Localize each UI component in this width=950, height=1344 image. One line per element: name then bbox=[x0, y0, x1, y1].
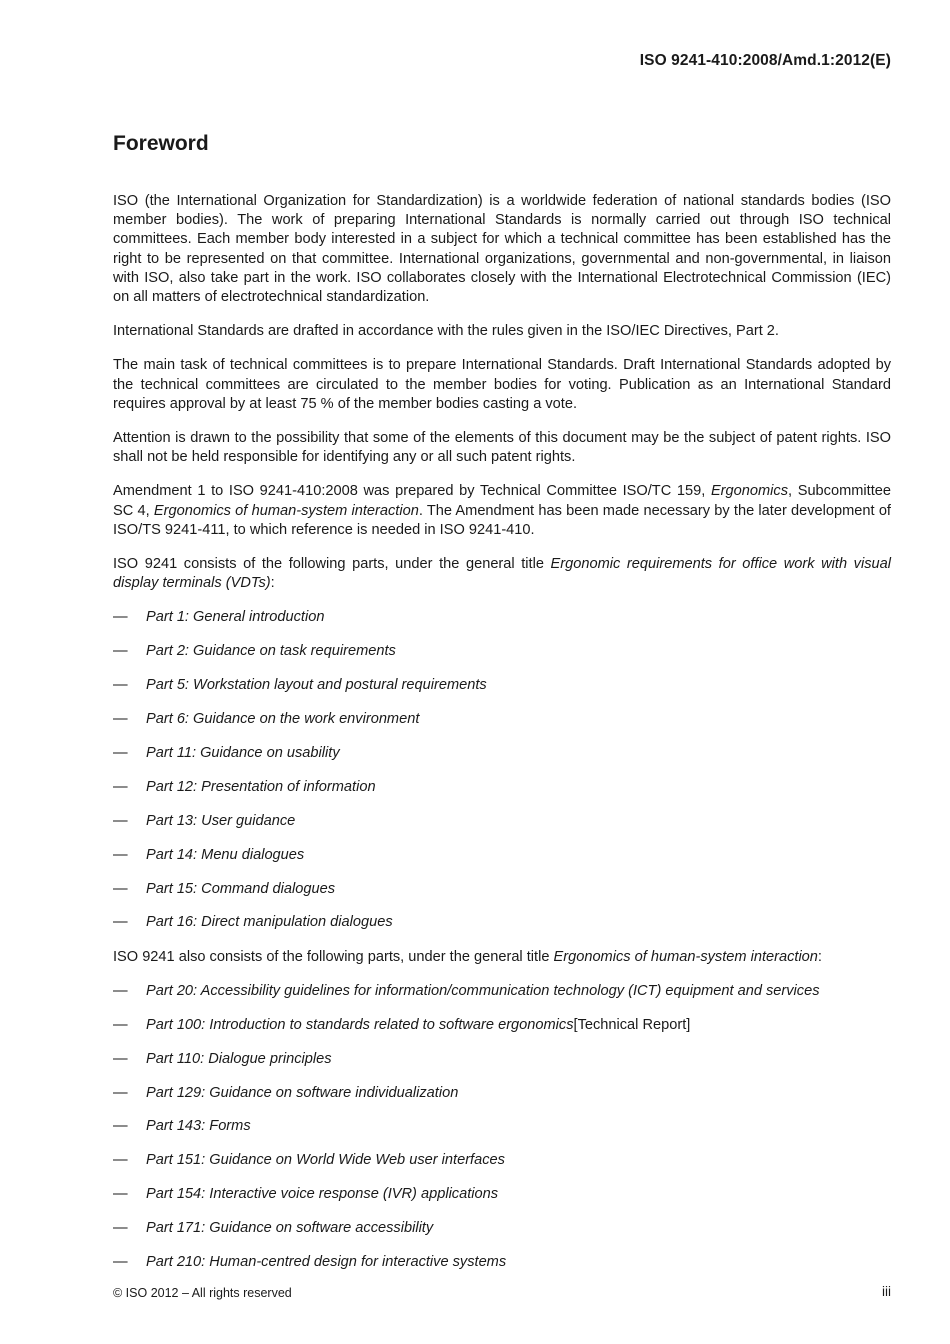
list-item-title: Part 12: Presentation of information bbox=[146, 778, 376, 795]
parts-intro-1-general-title: Ergonomic requirements for office work with visual display terminals (VDTs) bbox=[113, 556, 891, 592]
parts-list-hsi bbox=[113, 982, 891, 1272]
page-title: Foreword bbox=[113, 132, 209, 155]
copyright-footer: © ISO 2012 – All rights reserved bbox=[113, 1286, 292, 1300]
list-dash: — bbox=[113, 1254, 128, 1270]
list-item-title: Part 110: Dialogue principles bbox=[146, 1050, 332, 1067]
list-item bbox=[113, 1253, 891, 1272]
list-dash: — bbox=[113, 745, 128, 762]
amendment-committee-title: Ergonomics bbox=[710, 483, 789, 500]
list-item bbox=[113, 608, 891, 627]
list-item-title: Part 6: Guidance on the work environment bbox=[146, 711, 420, 728]
list-item bbox=[113, 1117, 891, 1136]
list-item bbox=[113, 642, 891, 661]
page-number: iii bbox=[882, 1284, 891, 1299]
list-item bbox=[113, 1050, 891, 1069]
list-item bbox=[113, 1016, 891, 1035]
amendment-text-c: , Subcommittee SC 4, bbox=[113, 483, 891, 519]
list-dash: — bbox=[113, 1050, 128, 1067]
paragraph-amendment bbox=[113, 482, 891, 540]
paragraph-technical-committees: The main task of technical committees is to prepare International Standards. Draft International Standards adopted by the technical committees are circulated to the member bodies for voting. Publication as an International Standard requires approval by at least 75 % of the member bodies casting a vote. bbox=[113, 357, 891, 412]
list-dash: — bbox=[113, 677, 128, 694]
list-item-title: Part 171: Guidance on software accessibility bbox=[146, 1220, 434, 1237]
paragraph-parts-intro-2 bbox=[113, 948, 891, 967]
list-item-title: Part 143: Forms bbox=[146, 1118, 251, 1135]
list-dash: — bbox=[113, 711, 128, 728]
list-item-title: Part 100: Introduction to standards related to software ergonomics bbox=[146, 1016, 574, 1033]
list-item bbox=[113, 846, 891, 865]
paragraph-directives: International Standards are drafted in accordance with the rules given in the ISO/IEC Directives, Part 2. bbox=[113, 323, 779, 340]
list-item bbox=[113, 1219, 891, 1238]
list-item bbox=[113, 1084, 891, 1103]
list-item bbox=[113, 1151, 891, 1170]
paragraph-iso-intro: ISO (the International Organization for Standardization) is a worldwide federation of national standards bodies (ISO member bodies). The work of preparing International Standards is normally carried out through ISO technical committees. Each member body interested in a subject for which a technical committee has been established has the right to be represented on that committee. International organizations, governmental and non-governmental, in liaison with ISO, also take part in the work. ISO collaborates closely with the International Electrotechnical Commission (IEC) on all matters of electrotechnical standardization. bbox=[113, 193, 891, 306]
list-item bbox=[113, 676, 891, 695]
list-item bbox=[113, 880, 891, 899]
list-item-title: Part 1: General introduction bbox=[146, 609, 325, 626]
list-item-title: Part 210: Human-centred design for interactive systems bbox=[146, 1254, 507, 1270]
list-dash: — bbox=[113, 1084, 128, 1101]
list-item-title: Part 15: Command dialogues bbox=[146, 880, 336, 897]
list-dash: — bbox=[113, 1220, 128, 1237]
list-item-title: Part 154: Interactive voice response (IVR) applications bbox=[146, 1186, 499, 1203]
list-dash: — bbox=[113, 1016, 128, 1033]
list-item-suffix: [Technical Report] bbox=[573, 1016, 691, 1033]
list-item-title: Part 11: Guidance on usability bbox=[146, 745, 340, 762]
parts-list-vdt bbox=[113, 608, 891, 932]
list-dash: — bbox=[113, 846, 128, 863]
document-id-header: ISO 9241-410:2008/Amd.1:2012(E) bbox=[639, 52, 891, 69]
list-item-title: Part 14: Menu dialogues bbox=[146, 846, 305, 863]
parts-intro-1-text: ISO 9241 consists of the following parts, under the general title bbox=[113, 556, 551, 573]
parts-intro-2-colon: : bbox=[817, 948, 822, 965]
list-item-title: Part 20: Accessibility guidelines for information/communication technology (ICT) equipment and services bbox=[146, 982, 820, 999]
list-item-title: Part 129: Guidance on software individualization bbox=[146, 1084, 459, 1101]
list-item-title: Part 16: Direct manipulation dialogues bbox=[146, 914, 393, 931]
list-dash: — bbox=[113, 880, 128, 897]
paragraph-parts-intro-1 bbox=[113, 555, 891, 593]
list-dash: — bbox=[113, 643, 128, 660]
amendment-text-e: . The Amendment has been made necessary by the later development of ISO/TS 9241-411, to which reference is needed in ISO 9241-410. bbox=[113, 502, 891, 538]
amendment-text-a: Amendment 1 to ISO 9241-410:2008 was prepared by Technical Committee ISO/TC 159, bbox=[113, 483, 711, 500]
list-item-title: Part 13: User guidance bbox=[146, 812, 296, 829]
list-item-title: Part 151: Guidance on World Wide Web user interfaces bbox=[146, 1152, 505, 1169]
list-dash: — bbox=[113, 914, 128, 931]
list-item bbox=[113, 913, 891, 932]
parts-intro-1-colon: : bbox=[270, 575, 275, 592]
list-dash: — bbox=[113, 609, 128, 626]
list-dash: — bbox=[113, 812, 128, 829]
foreword-section bbox=[113, 130, 891, 1287]
list-item bbox=[113, 710, 891, 729]
list-item bbox=[113, 1185, 891, 1204]
list-item-title: Part 5: Workstation layout and postural requirements bbox=[146, 677, 487, 694]
parts-intro-2-general-title: Ergonomics of human-system interaction bbox=[553, 948, 818, 965]
amendment-subcommittee-title: Ergonomics of human-system interaction bbox=[153, 502, 419, 519]
list-dash: — bbox=[113, 982, 128, 999]
list-item bbox=[113, 812, 891, 831]
list-dash: — bbox=[113, 778, 128, 795]
list-item bbox=[113, 982, 891, 1001]
paragraph-patent-rights: Attention is drawn to the possibility that some of the elements of this document may be the subject of patent rights. ISO shall not be held responsible for identifying any or all such patent rights. bbox=[113, 430, 891, 466]
list-dash: — bbox=[113, 1118, 128, 1135]
list-dash: — bbox=[113, 1186, 128, 1203]
list-item-title: Part 2: Guidance on task requirements bbox=[146, 643, 396, 660]
list-item bbox=[113, 744, 891, 763]
list-dash: — bbox=[113, 1152, 128, 1169]
parts-intro-2-text: ISO 9241 also consists of the following parts, under the general title bbox=[113, 948, 554, 965]
list-item bbox=[113, 778, 891, 797]
